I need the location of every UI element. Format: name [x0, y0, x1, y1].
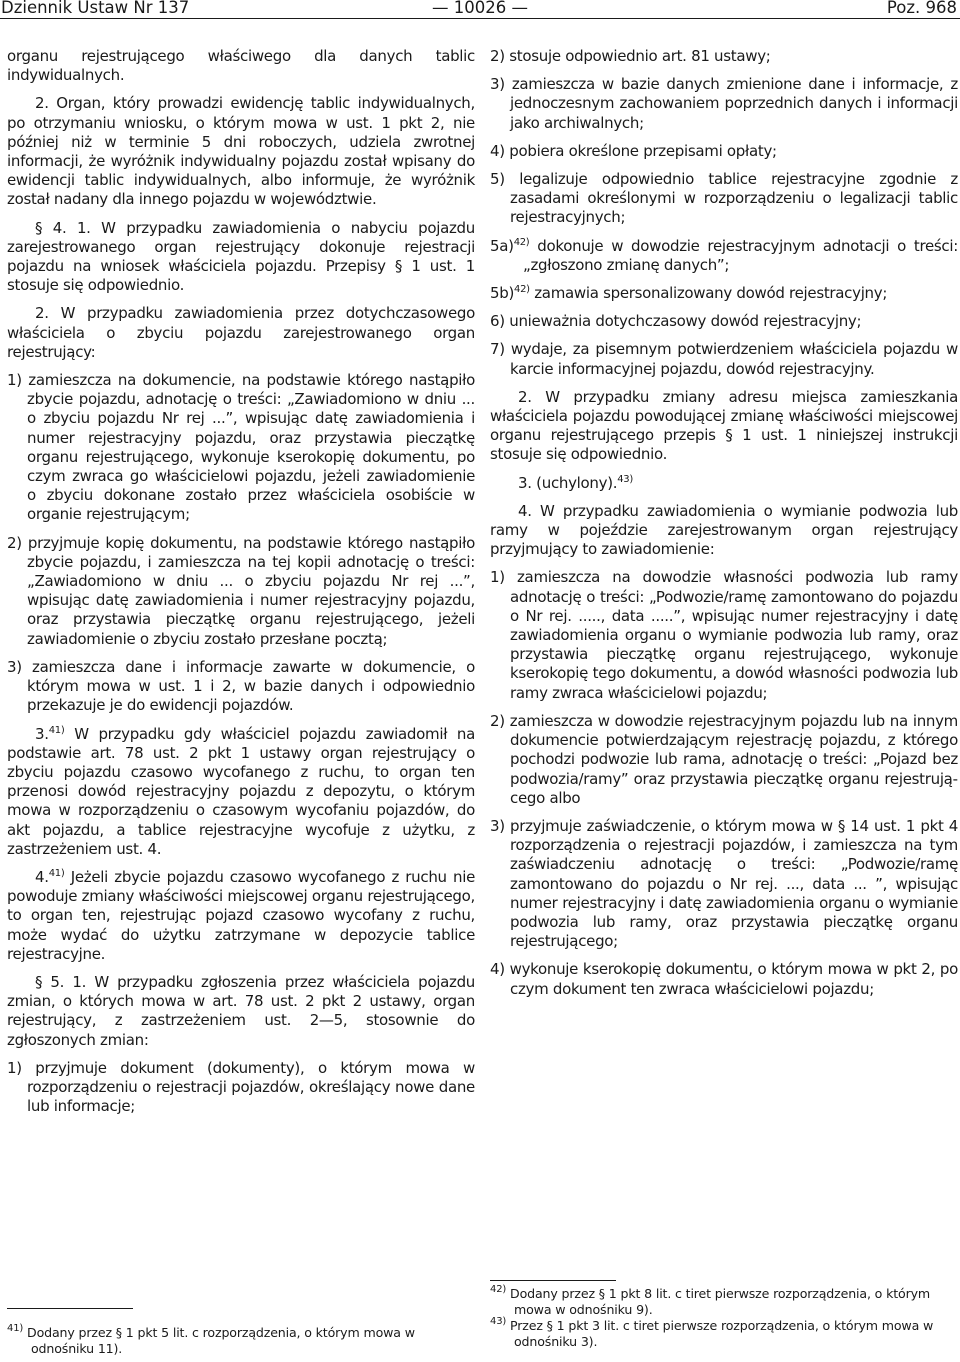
paragraph-text: 3. (uchylony).: [518, 473, 618, 492]
footnote-ref: 43): [617, 473, 633, 485]
paragraph-number: 4.: [35, 867, 49, 886]
paragraph: 2. Organ, który prowadzi ewidencję tablic indywidualnych, po otrzymaniu wniosku, o którym mowa w ust. 1 pkt 2, nie później niż w terminie 5 dni roboczych, udziela zwrotnej informacji, że wyróżnik indywidualny pojazdu został wpisany do ewidencji tablic indywidualnych, albo informuje, że wyróżnik został nadany dla innego pojazdu w województwie.: [7, 94, 475, 209]
footnote-ref: 42): [513, 236, 530, 248]
list-item: 5) legalizuje odpowiednio tablice rejestracyjne zgodnie z zasadami określonymi w rozporządzeniu o legalizacji tablic rejestracyjnych;: [490, 170, 958, 227]
paragraph: 2. W przypadku zmiany adresu miejsca zamieszkania właściciela pojazdu powodującej zmianę właściwości miejscowej organu rejestrującego przepis § 1 ust. 1 niniejszej instrukcji stosuje się odpowiednio.: [490, 387, 958, 464]
footnote-text: Przez § 1 pkt 3 lit. c tiret pierwsze rozporządzenia, o którym mowa w odnośniku 3).: [510, 1318, 934, 1349]
page-header: [0, 0, 960, 27]
list-item: 4) wykonuje kserokopię dokumentu, o którym mowa w pkt 2, po czym dokument ten zwraca właścicielowi pojazdu;: [490, 960, 958, 998]
footnote-ref: 41): [48, 867, 65, 879]
paragraph: [7, 725, 475, 859]
paragraph: § 5. 1. W przypadku zgłoszenia przez właściciela pojazdu zmian, o których mowa w art. 78 ust. 2 pkt 2 ustawy, organ rejestrujący, z zastrzeżeniem ust. 2—5, stosownie do zgłoszonych zmian:: [7, 972, 475, 1049]
footnote-mark: 41): [7, 1323, 24, 1334]
footnote-ref: 41): [48, 724, 65, 736]
paragraph-text: Jeżeli zbycie pojazdu czasowo wycofanego z ruchu nie powoduje zmiany właściwości miejscowej organu rejestrującego, to organ ten, rejestrując pojazd czasowo wycofany z ruchu, może wydać do użytku zatrzymane w depozycie tablice rejestracyjne.: [7, 867, 476, 963]
paragraph: 4. W przypadku zawiadomienia o wymianie podwozia lub ramy w pojeździe zarejestrowanym organ rejestrujący przyjmujący to zawiadomienie:: [490, 501, 958, 559]
list-item: 2) przyjmuje kopię dokumentu, na podstawie którego nastąpiło zbycie pojazdu, i zamieszcza na tej kopii adnotację o treści: „Zawiadomiono w dniu ... o zbyciu pojazdu Nr rej ...”, wpisując datę zawiadomienia i numer rejestracyjny pojazdu, oraz przystawia pieczątkę organu rejestrującego, jeżeli zawiadomienie o zbyciu zostało przesłane pocztą;: [7, 533, 475, 648]
footnote-ref: 42): [514, 284, 530, 296]
footnote-mark: 43): [490, 1316, 507, 1327]
position-number: Poz. 968: [886, 0, 957, 17]
footnote-text: Dodany przez § 1 pkt 8 lit. c tiret pierwsze rozporządzenia, o którym mowa w odnośniku 9).: [510, 1286, 931, 1317]
list-item: 1) zamieszcza na dowodzie własności podwozia lub ramy adnotację o treści: „Podwozie/ramę zamontowano do pojazdu o Nr rej. ....., data .....”, wpisując numer rejestracyjny i datę zawiadomienia organu o wymianie podwozia lub ramy, oraz przystawia pieczątkę organu rejestrującego, wykonuje kserokopię tego dokumentu, a dowód własności podwozia lub ramy zwraca właścicielowi pojazdu;: [490, 568, 958, 702]
list-item: 3) zamieszcza dane i informacje zawarte w dokumencie, o którym mowa w ust. 1 i 2, w bazie danych i odpowiednio przekazuje je do ewidencji pojazdów.: [7, 657, 475, 715]
footnote-text: Dodany przez § 1 pkt 5 lit. c rozporządzenia, o którym mowa w odnośniku 11).: [27, 1325, 415, 1356]
paragraph-text: W przypadku gdy właściciel pojazdu zawiadomił na podstawie art. 78 ust. 2 pkt 1 ustawy organ rejestrujący o zbyciu pojazdu czasowo wycofanego z ruchu, to organ ten przenosi dowód rejestracyjny pojazdu z depozytu, o którym mowa w rozporządzeniu o czasowym wycofaniu pojazdów, do akt pojazdu, a tablice rejestracyjne wycofuje z użytku, z zastrzeżeniem ust. 4.: [7, 724, 475, 858]
left-column: [7, 47, 475, 1116]
footnote-rule: [490, 1280, 616, 1281]
header-rule: [0, 18, 960, 19]
page-number: — 10026 —: [432, 0, 528, 17]
list-number: 5b): [490, 284, 515, 303]
footnotes-right: [490, 1286, 958, 1350]
paragraph-number: 3.: [35, 724, 49, 743]
list-item: 1) przyjmuje dokument (dokumenty), o którym mowa w rozporządzeniu o rejestracji pojazdów, określający nowe dane lub informacje;: [7, 1058, 475, 1116]
paragraph: 2. W przypadku zawiadomienia przez dotychczasowego właściciela o zbyciu pojazdu zarejestrowanego organ rejestrujący:: [7, 304, 475, 361]
list-item: [490, 237, 958, 275]
list-item: 2) zamieszcza w dowodzie rejestracyjnym pojazdu lub na innym dokumencie potwierdzającym rejestrację pojazdu, z którego pochodzi podwozie lub rama, adnotację o treści: „Pojazd bez podwozia/ramy” oraz przystawia pieczątkę organu rejestrującego albo: [490, 711, 958, 807]
list-item: 3) zamieszcza w bazie danych zmienione dane i informacje, z jednoczesnym zachowaniem poprzednich danych i informacji jako archiwalnych;: [490, 75, 958, 132]
paragraph: organu rejestrującego właściwego dla danych tablic indywidualnych.: [7, 47, 475, 85]
list-item: 1) zamieszcza na dokumencie, na podstawie którego nastąpiło zbycie pojazdu, adnotację o treści: „Zawiadomiono w dniu ... o zbyciu pojazdu Nr rej ...”, wpisując datę zawiadomienia i numer rejestracyjny pojazdu, oraz przystawia pieczątkę organu rejestrującego, wykonuje kserokopię dokumentu, po czym zwraca go właścicielowi pojazdu, jeżeli zawiadomienie o zbyciu dokonane zostało przez właściciela osobiście w organie rejestrującym;: [7, 371, 475, 524]
paragraph: § 4. 1. W przypadku zawiadomienia o nabyciu pojazdu zarejestrowanego organ rejestrujący dokonuje rejestracji pojazdu na wniosek właściciela pojazdu. Przepisy § 1 ust. 1 stosuje się odpowiednio.: [7, 218, 475, 295]
list-text: zamawia spersonalizowany dowód rejestracyjny;: [534, 284, 888, 303]
list-item: 3) przyjmuje zaświadczenie, o którym mowa w § 14 ust. 1 pkt 4 rozporządzenia o rejestracji pojazdów, i zamieszcza na tym zaświadczeniu adnotację o treści: „Podwozie/ramę zamontowano do pojazdu o Nr rej. ..., data ... ”, wpisując numer rejestracyjny i datę zawiadomienia organu o wymianie podwozia lub ramy, oraz przystawia pieczątkę organu rejestrującego;: [490, 816, 958, 951]
list-number: 5a): [490, 236, 514, 255]
journal-title: Dziennik Ustaw Nr 137: [1, 0, 190, 17]
footnotes-left: [7, 1325, 475, 1357]
paragraph: [7, 868, 475, 964]
footnote: [490, 1286, 958, 1318]
list-item: 4) pobiera określone przepisami opłaty;: [490, 141, 777, 160]
list-item: [490, 284, 958, 303]
footnote: [7, 1325, 475, 1357]
list-item: 6) unieważnia dotychczasowy dowód rejestracyjny;: [490, 312, 862, 331]
list-item: 2) stosuje odpowiednio art. 81 ustawy;: [490, 47, 771, 65]
footnote-mark: 42): [490, 1284, 507, 1295]
list-text: dokonuje w dowodzie rejestracyjnym adnotacji o treści: „zgłoszono zmianę danych”;: [523, 236, 958, 274]
footnote: [490, 1318, 958, 1350]
paragraph: [490, 474, 958, 493]
list-item: 7) wydaje, za pisemnym potwierdzeniem właściciela pojazdu w karcie informacyjnej pojazdu, dowód rejestracyjny.: [490, 340, 958, 378]
footnote-rule: [7, 1308, 133, 1309]
right-column: [490, 47, 958, 999]
